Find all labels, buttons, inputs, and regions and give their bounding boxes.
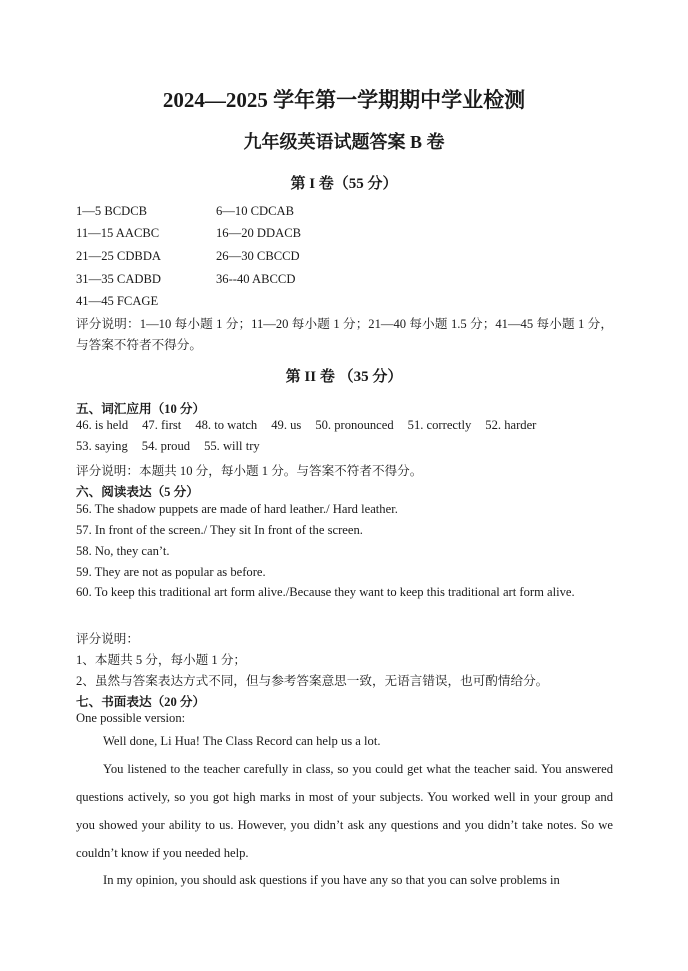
answer-row: 41—45 FCAGE xyxy=(76,294,159,308)
answer-row: 11—15 AACBC xyxy=(76,226,160,240)
reading-answer: 60. To keep this traditional art form alive./Because they want to keep this traditional art form alive. xyxy=(76,585,575,599)
vocab-answer: 53. saying xyxy=(76,439,128,453)
answer-row: 1—5 BCDCB xyxy=(76,204,148,218)
vocab-answer: 46. is held xyxy=(76,418,129,432)
section6-note-label: 评分说明： xyxy=(76,632,139,646)
answer-row: 26—30 CBCCD xyxy=(216,249,300,263)
vocab-answer: 54. proud xyxy=(141,439,191,453)
vocab-answer: 51. correctly xyxy=(407,418,472,432)
essay-intro: One possible version: xyxy=(76,711,186,725)
vocab-answer: 47. first xyxy=(142,418,182,432)
section6-heading: 六、阅读表达（5 分） xyxy=(76,485,199,499)
section5-answers-row2 xyxy=(76,439,274,454)
section5-scoring-note: 评分说明：本题共 10 分，每小题 1 分。与答案不符者不得分。 xyxy=(76,464,423,478)
answer-row: 21—25 CDBDA xyxy=(76,249,162,263)
part1-heading: 第 I 卷（55 分） xyxy=(290,176,398,192)
vocab-answer: 55. will try xyxy=(204,439,260,453)
section5-heading: 五、词汇应用（10 分） xyxy=(76,402,206,416)
vocab-answer: 49. us xyxy=(271,418,302,432)
essay-paragraph: Well done, Li Hua! The Class Record can help us a lot. xyxy=(103,734,381,748)
answer-row: 36--40 ABCCD xyxy=(216,272,296,286)
section5-answers-row1 xyxy=(76,418,550,433)
answer-row: 6—10 CDCAB xyxy=(216,204,295,218)
page-subtitle: 九年级英语试题答案 B 卷 xyxy=(243,132,445,152)
vocab-answer: 50. pronounced xyxy=(315,418,394,432)
essay-paragraph: In my opinion, you should ask questions if you have any so that you can solve problems in xyxy=(103,873,560,887)
reading-answer: 59. They are not as popular as before. xyxy=(76,565,266,579)
page-title: 2024—2025 学年第一学期期中学业检测 xyxy=(162,88,526,112)
section7-heading: 七、书面表达（20 分） xyxy=(76,695,206,709)
vocab-answer: 48. to watch xyxy=(195,418,258,432)
reading-answer: 56. The shadow puppets are made of hard leather./ Hard leather. xyxy=(76,502,398,516)
answer-row: 16—20 DDACB xyxy=(216,226,302,240)
part2-heading: 第 II 卷 （35 分） xyxy=(285,369,403,385)
section6-note: 2、虽然与答案表达方式不同，但与参考答案意思一致，无语言错误，也可酌情给分。 xyxy=(76,674,549,688)
answer-row: 31—35 CADBD xyxy=(76,272,162,286)
section6-note: 1、本题共 5 分，每小题 1 分； xyxy=(76,653,247,667)
reading-answer: 58. No, they can’t. xyxy=(76,544,170,558)
essay-paragraph: You listened to the teacher carefully in class, so you could get what the teacher said. You answered questions actively, so you got high marks in most of your subjects. You worked well in your group and you showed your ability to us. However, you didn’t ask any questions and you didn’t take notes. So we couldn’t know if you needed help. xyxy=(76,762,613,860)
reading-answer: 57. In front of the screen./ They sit In front of the screen. xyxy=(76,523,363,537)
part1-scoring-note: 评分说明：1—10 每小题 1 分；11—20 每小题 1 分；21—40 每小题 1.5 分；41—45 每小题 1 分，与答案不符者不得分。 xyxy=(76,317,613,352)
vocab-answer: 52. harder xyxy=(485,418,537,432)
